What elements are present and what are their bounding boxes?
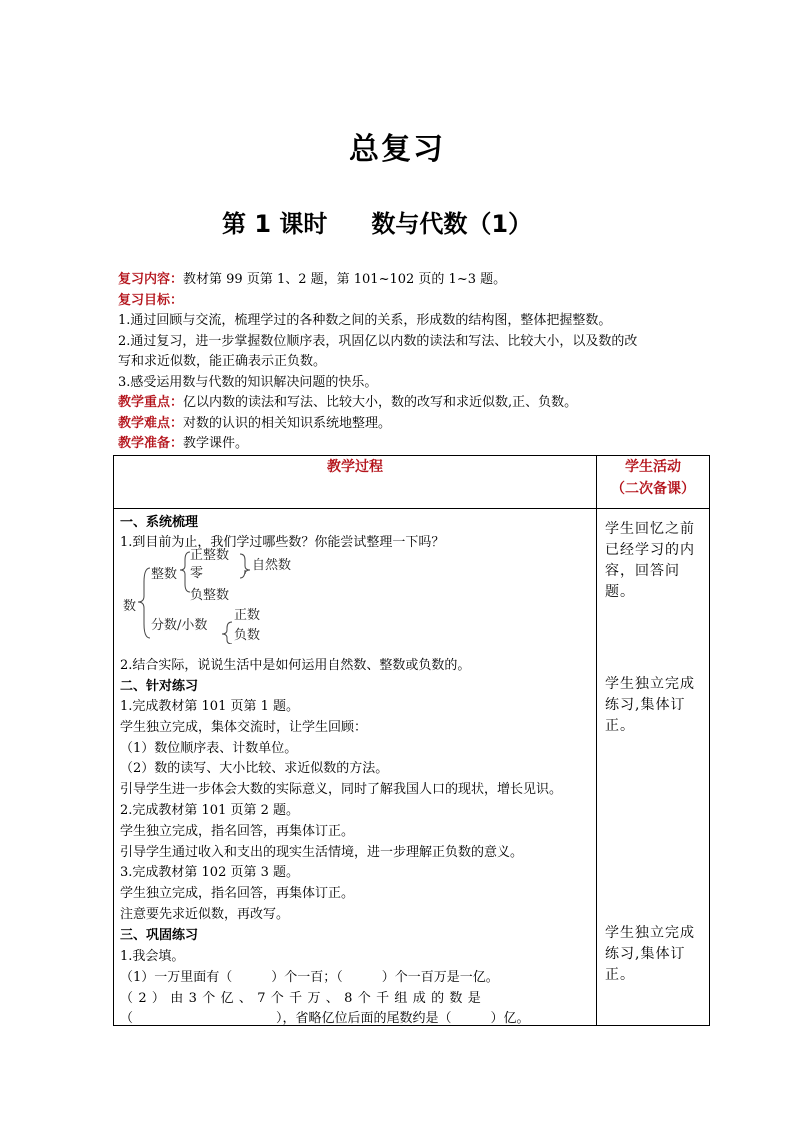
- activity-note-1: 学生回忆之前 已经学习的内 容，回答问题。: [605, 521, 695, 600]
- tree-negative: 负数: [234, 628, 261, 643]
- text-line: 1.完成教材第 101 页第 1 题。: [120, 699, 300, 714]
- text-line: 学生独立完成，集体交流时，让学生回顾：: [120, 720, 368, 735]
- goal-3: 3.感受运用数与代数的知识解决问题的快乐。: [118, 374, 378, 390]
- text-line: 1.到目前为止，我们学过哪些数？你能尝试整理一下吗？: [120, 535, 445, 550]
- preparation: 教学准备：教学课件。: [118, 436, 249, 451]
- tree-zero: 零: [190, 566, 204, 581]
- text-line: 3.完成教材第 102 页第 3 题。: [120, 865, 300, 880]
- student-activity: [597, 509, 710, 1026]
- tree-fraction-decimal: 分数/小数: [151, 618, 208, 633]
- tree-root: 数: [123, 599, 137, 614]
- review-content: 复习内容：教材第 99 页第 1、2 题，第 101~102 页的 1~3 题。: [118, 272, 507, 287]
- key-points: 教学重点：亿以内数的读法和写法、比较大小，数的改写和求近似数,正、负数。: [118, 395, 578, 410]
- goal-2a: 2.通过复习，进一步掌握数位顺序表，巩固亿以内数的读法和写法、比较大小，以及数的改: [118, 333, 638, 349]
- goal-1: 1.通过回顾与交流，梳理学过的各种数之间的关系，形成数的结构图，整体把握整数。: [118, 313, 612, 328]
- text-line: （ 2 ） 由 3 个 亿 、 7 个 千 万 、 8 个 千 组 成 的 数 是: [120, 991, 482, 1006]
- text-line: 引导学生进一步体会大数的实际意义，同时了解我国人口的现状，增长见识。: [120, 782, 563, 797]
- tree-natural-number: 自然数: [252, 558, 292, 573]
- activity-header: 学生活动 （二次备课）: [597, 456, 710, 509]
- process-content: [114, 509, 597, 1026]
- tree-positive-integer: 正整数: [190, 548, 230, 563]
- section-heading: 三、巩固练习: [120, 928, 199, 943]
- tree-integer: 整数: [151, 567, 178, 582]
- goal-2b: 写和求近似数，能正确表示正负数。: [118, 354, 327, 369]
- text-line: 2.完成教材第 101 页第 2 题。: [120, 803, 300, 818]
- text-line: 2.结合实际，说说生活中是如何运用自然数、整数或负数的。: [120, 658, 471, 673]
- text-line: （1）一万里面有（ ）个一百；（ ）个一百万是一亿。: [120, 970, 499, 985]
- text-line: 学生独立完成，指名回答，再集体订正。: [120, 886, 355, 901]
- text-line: 注意要先求近似数，再改写。: [120, 907, 290, 922]
- tree-positive: 正数: [234, 608, 261, 623]
- activity-note-2: 学生独立完成 练习,集体订正。: [605, 676, 695, 734]
- text-line: 引导学生通过收入和支出的现实生活情境，进一步理解正负数的意义。: [120, 845, 524, 860]
- text-line: 1.我会填。: [120, 949, 185, 964]
- section-heading: 二、针对练习: [120, 679, 199, 694]
- text-line: （1）数位顺序表、计数单位。: [120, 741, 298, 756]
- page-title: 总复习: [349, 132, 445, 167]
- lesson-table: [113, 455, 710, 1026]
- number-structure-diagram: [118, 544, 418, 644]
- tree-negative-integer: 负整数: [190, 588, 230, 603]
- lesson-title: [222, 204, 532, 239]
- text-line: （2）数的读写、大小比较、求近似数的方法。: [120, 761, 389, 776]
- review-goals-label: 复习目标：: [118, 292, 184, 308]
- process-header: 教学过程: [114, 456, 597, 509]
- text-line: （ ），省略亿位后面的尾数约是（ ）亿。: [120, 1011, 530, 1026]
- activity-note-3: 学生独立完成 练习,集体订正。: [605, 925, 695, 983]
- lesson-number: 第 1 课时: [222, 210, 328, 238]
- section-heading: 一、系统梳理: [120, 515, 199, 530]
- text-line: 学生独立完成，指名回答，再集体订正。: [120, 824, 355, 839]
- lesson-topic: 数与代数（1）: [371, 210, 533, 238]
- difficulties: 教学难点：对数的认识的相关知识系统地整理。: [118, 415, 392, 431]
- lesson-meta: [118, 270, 708, 455]
